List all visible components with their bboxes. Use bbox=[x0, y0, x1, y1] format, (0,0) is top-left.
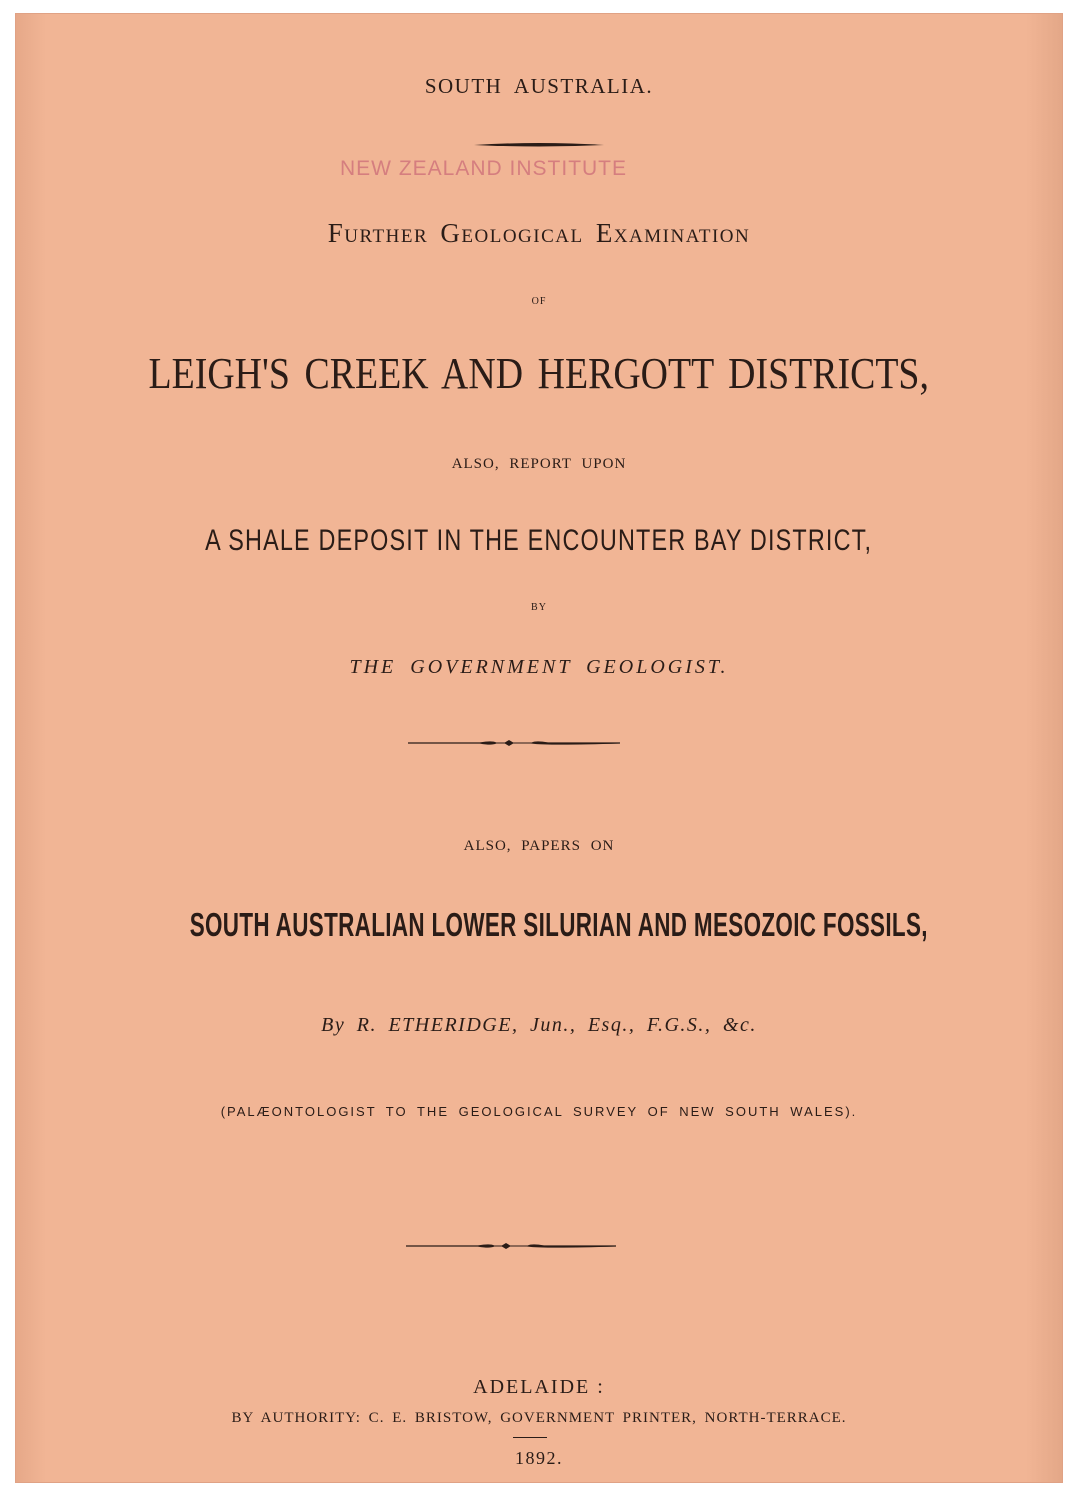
fossils-title bbox=[16, 906, 1062, 945]
imprint-printer: BY AUTHORITY: C. E. BRISTOW, GOVERNMENT PRINTER, NORTH-TERRACE. bbox=[231, 1410, 847, 1426]
state-heading: SOUTH AUSTRALIA. bbox=[424, 74, 654, 98]
main-title bbox=[16, 348, 1062, 399]
imprint-year: 1892. bbox=[515, 1448, 563, 1468]
shale-deposit-line bbox=[16, 524, 1062, 558]
middle-rule-ornament bbox=[408, 737, 620, 749]
fossils-title-text: SOUTH AUSTRALIAN LOWER SILURIAN AND MESOZOIC FOSSILS, bbox=[189, 906, 928, 943]
imprint-city: ADELAIDE : bbox=[473, 1376, 605, 1398]
etheridge-author: By R. ETHERIDGE, Jun., Esq., F.G.S., &c. bbox=[321, 1014, 757, 1036]
main-title-text: LEIGH'S CREEK AND HERGOTT DISTRICTS, bbox=[148, 349, 930, 398]
title-line-further: Further Geological Examination bbox=[327, 218, 751, 248]
institute-stamp: NEW ZEALAND INSTITUTE bbox=[340, 157, 628, 180]
government-geologist: THE GOVERNMENT GEOLOGIST. bbox=[349, 656, 729, 678]
title-page bbox=[16, 14, 1062, 1482]
also-papers-on: ALSO, PAPERS ON bbox=[463, 838, 615, 854]
lower-rule-ornament bbox=[406, 1240, 616, 1252]
by-line: BY bbox=[531, 602, 547, 613]
year-rule bbox=[513, 1437, 547, 1438]
palaeontologist-affiliation: (PALÆONTOLOGIST TO THE GEOLOGICAL SURVEY OF NEW SOUTH WALES). bbox=[220, 1104, 858, 1119]
also-report-upon: ALSO, REPORT UPON bbox=[451, 456, 627, 472]
shale-deposit-text: A SHALE DEPOSIT IN THE ENCOUNTER BAY DISTRICT, bbox=[205, 524, 873, 557]
title-of: OF bbox=[531, 296, 547, 307]
top-rule-ornament bbox=[474, 140, 604, 150]
